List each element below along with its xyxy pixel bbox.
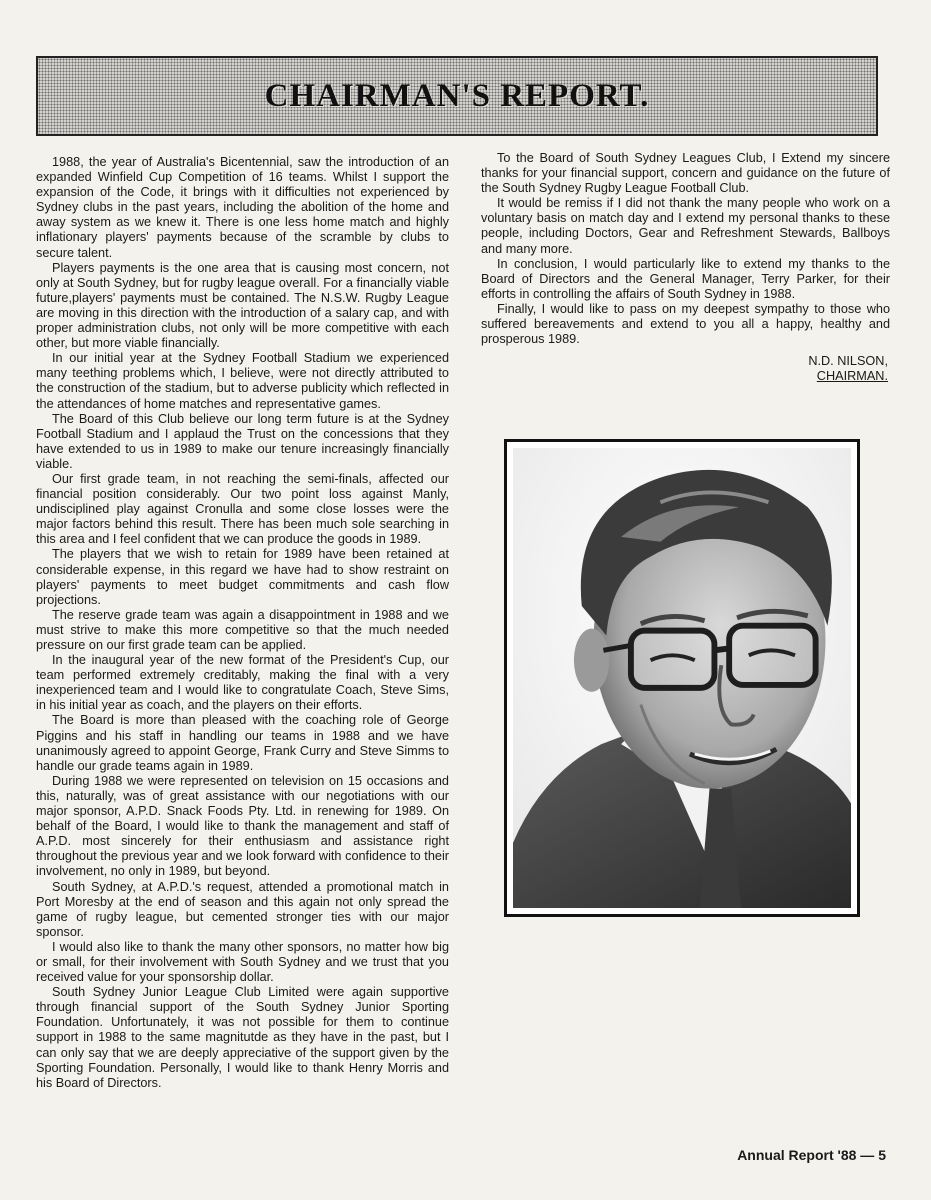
paragraph: Players payments is the one area that is causing most concern, not only at South Sydney, but for rugby league overall. For a financially viable future,players' payments must be contained. The N.S.W. Rugby League are moving in this direction with the introduction of a salary cap, and with proper administration clubs, not only will be more competitive with each other, but more viable financially. <box>36 260 449 351</box>
paragraph: The Board is more than pleased with the coaching role of George Piggins and his staff in handling our teams in 1988 and we have unanimously agreed to appoint George, Frank Curry and Steve Simms to handle our grade teams again in 1989. <box>36 713 449 773</box>
paragraph: During 1988 we were represented on television on 15 occasions and this, naturally, was of great assistance with our negotiations with our major sponsor, A.P.D. Snack Foods Pty. Ltd. in renewing for 1989. On behalf of the Board, I would like to thank the management and staff of A.P.D. most sincerely for their enthusiasm and assistance right throughout the previous year and we look forward with confidence to their involvement, no only in 1989, but beyond. <box>36 773 449 879</box>
paragraph: Finally, I would like to pass on my deepest sympathy to those who suffered bereavements and extend to you all a happy, healthy and prosperous 1989. <box>481 301 890 347</box>
paragraph: It would be remiss if I did not thank the many people who work on a voluntary basis on match day and I extend my personal thanks to these people, including Doctors, Gear and Refreshment Stewards, Ballboys and many more. <box>481 196 890 256</box>
paragraph: In conclusion, I would particularly like to extend my thanks to the Board of Directors and the General Manager, Terry Parker, for their efforts in controlling the affairs of South Sydney in 1988. <box>481 256 890 301</box>
paragraph: South Sydney Junior League Club Limited were again supportive through financial support of the South Sydney Junior Sporting Foundation. Unfortunately, it was not possible for them to continue support in 1988 to the same magnitutde as they have in the past, but I can only say that we are deeply appreciative of the support given by the Sporting Foundation. Personally, I would like to thank Henry Morris and his Board of Directors. <box>36 985 449 1090</box>
paragraph: In our initial year at the Sydney Football Stadium we experienced many teething problems which, I believe, were not directly attributed to the construction of the stadium, but to adverse publicity which reflected in the attendances of home matches and representative games. <box>36 351 449 411</box>
paragraph: Our first grade team, in not reaching the semi-finals, affected our financial position considerably. Our two point loss against Manly, undisciplined play against Cronulla and some close losses were the major factors behind this result. There has been much sole searching in this area and I feel confident that we can produce the goods in 1989. <box>36 471 449 547</box>
portrait-illustration <box>513 448 851 908</box>
paragraph: The Board of this Club believe our long term future is at the Sydney Football Stadium and I applaud the Trust on the concessions that they have extended to us in 1989 to make our tenure increasingly financially viable. <box>36 411 449 471</box>
paragraph: The players that we wish to retain for 1989 have been retained at considerable expense, in this regard we have had to show restraint on players' payments to meet budget commitments and cash flow projections. <box>36 547 449 607</box>
signatory-title: CHAIRMAN. <box>816 369 888 383</box>
signatory-name: N.D. NILSON, <box>808 354 888 368</box>
paragraph: The reserve grade team was again a disappointment in 1988 and we must strive to make this more competitive so that the much needed pressure on our first grade team can be applied. <box>36 607 449 652</box>
page-title: CHAIRMAN'S REPORT. <box>264 77 650 114</box>
paragraph: 1988, the year of Australia's Bicentennial, saw the introduction of an expanded Winfield Cup Competition of 16 teams. Whilst I support the expansion of the Code, it brings with it difficulties not experienced by Sydney clubs in the past years, including the abolition of the home and away system as we knew it. There is one less home match and highly inflationary players' payments because of the scramble by clubs to secure talent. <box>36 155 449 260</box>
paragraph: South Sydney, at A.P.D.'s request, attended a promotional match in Port Moresby at the end of season and this again not only spread the game of rugby league, but cemented stronger ties with our major sponsor. <box>36 879 449 939</box>
paragraph: To the Board of South Sydney Leagues Club, I Extend my sincere thanks for your financial support, concern and guidance on the future of the South Sydney Rugby League Football Club. <box>481 151 890 196</box>
paragraph: I would also like to thank the many other sponsors, no matter how big or small, for their involvement with South Sydney and we trust that you received value for your sponsorship dollar. <box>36 939 449 985</box>
right-column <box>481 151 890 347</box>
paragraph: In the inaugural year of the new format of the President's Cup, our team performed extremely creditably, making the final with a very inexperienced team and I would like to congratulate Coach, Steve Sims, in his initial year as coach, and the players on their efforts. <box>36 653 449 713</box>
page-footer: Annual Report '88 — 5 <box>737 1147 886 1163</box>
chairman-portrait-photo <box>504 439 860 917</box>
report-title-banner <box>36 56 878 136</box>
signature-block <box>808 354 888 384</box>
left-column <box>36 155 449 1091</box>
